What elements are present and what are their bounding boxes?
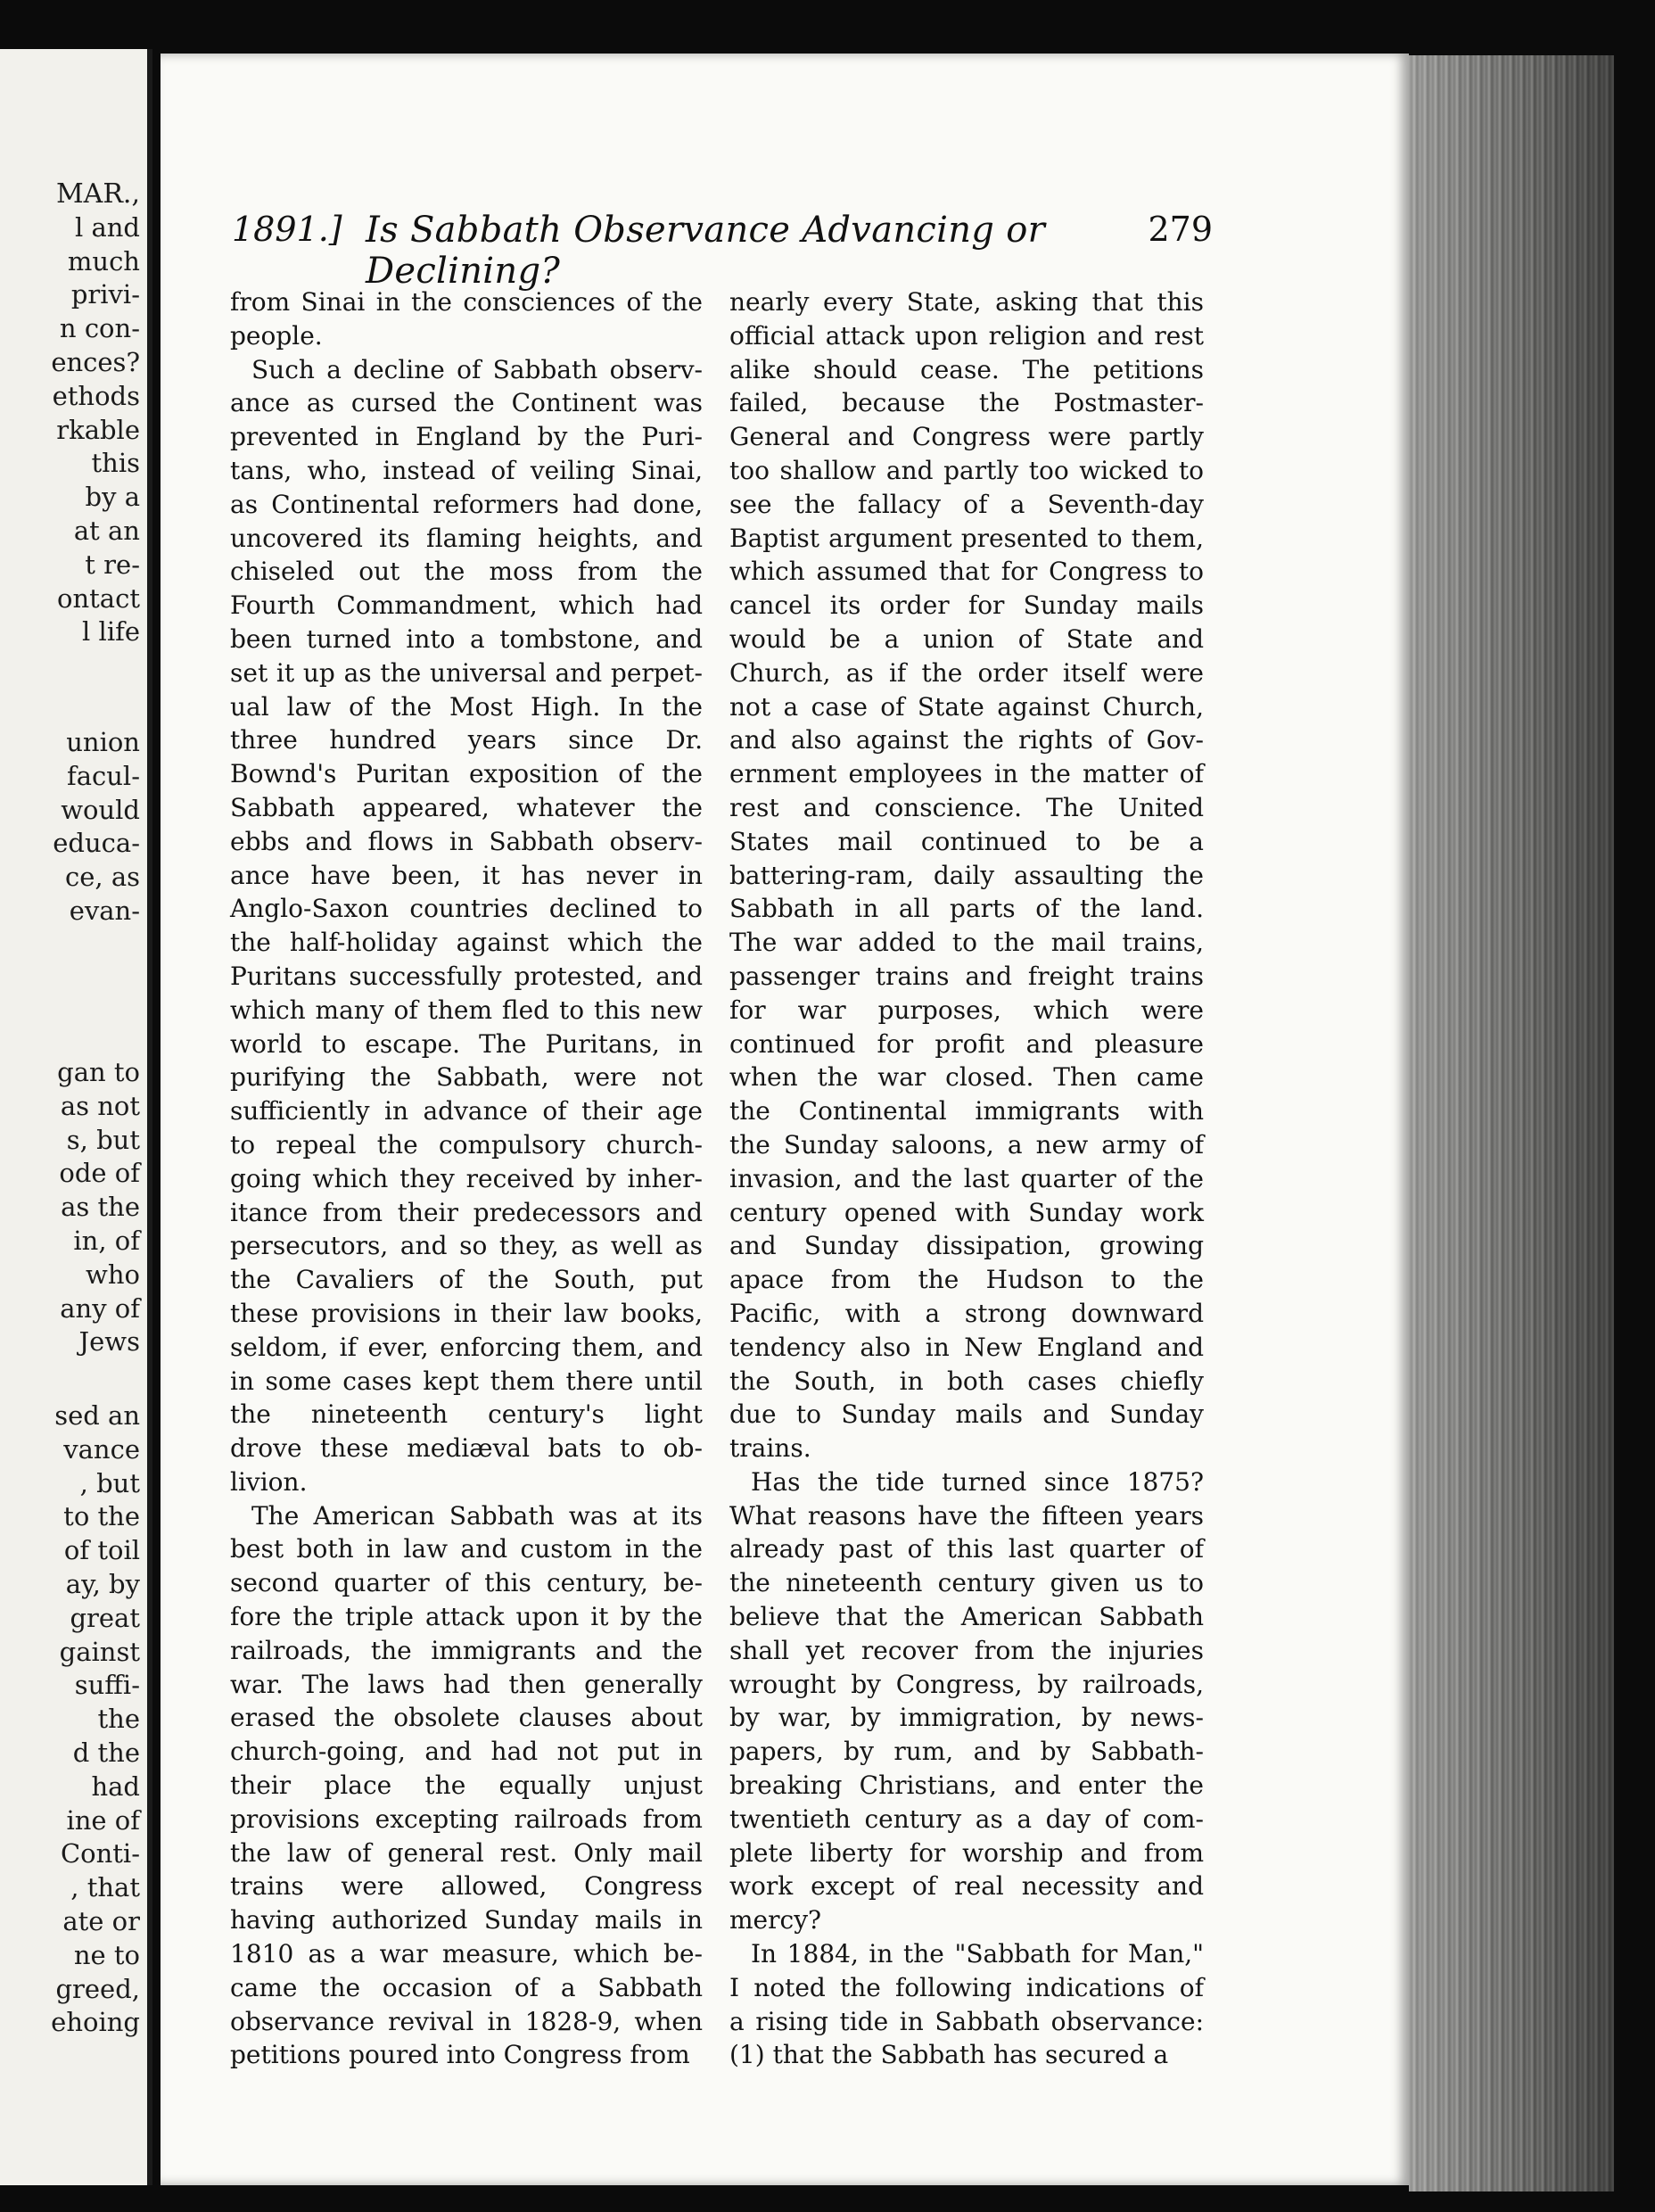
text-line: Fourth Commandment, which had xyxy=(230,590,703,621)
text-line: war. The laws had then generally xyxy=(230,1669,703,1699)
text-line: tans, who, instead of veiling Sinai, xyxy=(230,455,703,485)
text-line: mercy? xyxy=(729,1905,822,1936)
text-line: 1810 as a war measure, which be- xyxy=(230,1939,703,1969)
facing-page-text-fragment: Conti- xyxy=(60,1838,140,1869)
text-line: ernment employees in the matter of xyxy=(729,759,1204,789)
text-line: Has the tide turned since 1875? xyxy=(751,1466,1204,1497)
text-line: and Sunday dissipation, growing xyxy=(729,1231,1204,1261)
page-fore-edge xyxy=(1409,55,1614,2191)
text-line: ual law of the Most High. In the xyxy=(230,691,703,722)
text-line: cancel its order for Sunday mails xyxy=(729,590,1204,621)
text-line: purifying the Sabbath, were not xyxy=(230,1062,703,1093)
text-line: ance as cursed the Continent was xyxy=(230,388,703,418)
text-line: Such a decline of Sabbath observ- xyxy=(251,354,703,384)
facing-page-text-fragment: facul- xyxy=(66,760,140,791)
text-line: chiseled out the moss from the xyxy=(230,557,703,587)
facing-page-text-fragment: union xyxy=(66,727,140,757)
text-line: tendency also in New England and xyxy=(729,1332,1204,1362)
text-line: failed, because the Postmaster- xyxy=(729,388,1204,418)
facing-page-fragment xyxy=(0,49,152,2185)
text-line: would be a union of State and xyxy=(729,623,1204,654)
text-line: best both in law and custom in the xyxy=(230,1534,703,1564)
facing-page-text-fragment: ine of xyxy=(66,1804,140,1836)
text-line: nearly every State, asking that this xyxy=(729,287,1204,317)
text-line: sufficiently in advance of their age xyxy=(230,1096,703,1127)
text-line: invasion, and the last quarter of the xyxy=(729,1163,1204,1193)
text-line: The American Sabbath was at its xyxy=(251,1500,703,1531)
facing-page-text-fragment: s, but xyxy=(66,1124,140,1155)
text-line: I noted the following indications of xyxy=(729,1972,1204,2002)
text-line: shall yet recover from the injuries xyxy=(729,1635,1204,1665)
text-line: ance have been, it has never in xyxy=(230,860,703,890)
text-line: trains. xyxy=(729,1433,811,1464)
text-line: their place the equally unjust xyxy=(230,1770,703,1801)
text-line: What reasons have the fifteen years xyxy=(729,1500,1204,1531)
text-line: Sabbath appeared, whatever the xyxy=(230,792,703,822)
facing-page-text-fragment: educa- xyxy=(53,828,140,859)
facing-page-text-fragment: as the xyxy=(61,1192,140,1223)
text-line: fore the triple attack upon it by the xyxy=(230,1602,703,1632)
text-line: observance revival in 1828-9, when xyxy=(230,2006,703,2036)
text-line: three hundred years since Dr. xyxy=(230,725,703,755)
left-text-column xyxy=(230,285,703,2072)
facing-page-text-fragment: n con- xyxy=(59,313,140,344)
text-line: the half-holiday against which the xyxy=(230,928,703,958)
facing-page-text-fragment: great xyxy=(70,1602,140,1633)
facing-page-text-fragment: MAR., xyxy=(55,178,140,210)
facing-page-text-fragment: privi- xyxy=(70,279,140,310)
text-line: see the fallacy of a Seventh-day xyxy=(729,489,1204,519)
text-line: believe that the American Sabbath xyxy=(729,1602,1204,1632)
text-line: The war added to the mail trains, xyxy=(729,928,1204,958)
text-line: the nineteenth century's light xyxy=(230,1399,703,1430)
right-text-column xyxy=(729,285,1204,2072)
text-line: General and Congress were partly xyxy=(729,422,1204,452)
text-line: world to escape. The Puritans, in xyxy=(230,1028,703,1059)
text-line: from Sinai in the consciences of the xyxy=(230,287,703,317)
facing-page-text-fragment: ethods xyxy=(52,380,140,411)
facing-page-text-fragment: suffi- xyxy=(74,1670,140,1701)
text-line: plete liberty for worship and from xyxy=(729,1837,1204,1868)
text-line: a rising tide in Sabbath observance: xyxy=(729,2006,1204,2036)
text-line: due to Sunday mails and Sunday xyxy=(729,1399,1204,1430)
text-line: which assumed that for Congress to xyxy=(729,557,1204,587)
text-line: provisions excepting railroads from xyxy=(230,1803,703,1834)
text-line: States mail continued to be a xyxy=(729,826,1204,856)
facing-page-text-fragment: , but xyxy=(79,1467,140,1498)
text-line: the law of general rest. Only mail xyxy=(230,1837,703,1868)
text-line: livion. xyxy=(230,1466,308,1497)
text-line: and also against the rights of Gov- xyxy=(729,725,1204,755)
text-line: having authorized Sunday mails in xyxy=(230,1905,703,1936)
facing-page-text-fragment: in, of xyxy=(73,1226,140,1256)
text-line: (1) that the Sabbath has secured a xyxy=(729,2040,1169,2070)
facing-page-text-fragment: rkable xyxy=(56,414,140,445)
facing-page-text-fragment: much xyxy=(67,245,140,276)
text-line: Puritans successfully protested, and xyxy=(230,961,703,991)
facing-page-text-fragment: greed, xyxy=(55,1973,140,2004)
page-number: 279 xyxy=(1148,210,1213,249)
text-line: Sabbath in all parts of the land. xyxy=(729,894,1204,924)
text-line: breaking Christians, and enter the xyxy=(729,1770,1204,1801)
facing-page-text-fragment: of toil xyxy=(63,1535,140,1566)
facing-page-text-fragment: gainst xyxy=(59,1636,140,1667)
fore-edge-shading xyxy=(1409,55,1614,2191)
text-line: Pacific, with a strong downward xyxy=(729,1298,1204,1328)
text-line: Bownd's Puritan exposition of the xyxy=(230,759,703,789)
text-line: the nineteenth century given us to xyxy=(729,1568,1204,1598)
text-line: going which they received by inher- xyxy=(230,1163,703,1193)
facing-page-text-fragment: would xyxy=(61,794,140,825)
facing-page-text-fragment: at an xyxy=(73,516,140,546)
text-line: church-going, and had not put in xyxy=(230,1737,703,1767)
facing-page-text-fragment: ontact xyxy=(57,582,140,614)
text-line: as Continental reformers had done, xyxy=(230,489,703,519)
text-line: been turned into a tombstone, and xyxy=(230,623,703,654)
text-line: alike should cease. The petitions xyxy=(729,354,1204,384)
text-line: already past of this last quarter of xyxy=(729,1534,1204,1564)
text-line: in some cases kept them there until xyxy=(230,1366,703,1396)
facing-page-text-fragment: sed an xyxy=(54,1400,140,1431)
facing-page-text-fragment: l life xyxy=(82,616,140,648)
text-line: not a case of State against Church, xyxy=(729,691,1204,722)
text-line: the South, in both cases chiefly xyxy=(729,1366,1204,1396)
facing-page-text-fragment: ne to xyxy=(73,1939,140,1970)
text-line: prevented in England by the Puri- xyxy=(230,422,703,452)
text-line: work except of real necessity and xyxy=(729,1871,1204,1902)
facing-page-text-fragment: ce, as xyxy=(64,862,140,893)
text-line: continued for profit and pleasure xyxy=(729,1028,1204,1059)
facing-page-text-fragment: ate or xyxy=(62,1906,140,1936)
text-line: papers, by rum, and by Sabbath- xyxy=(729,1737,1204,1767)
facing-page-text-fragment: by a xyxy=(85,482,140,513)
running-header xyxy=(232,210,1213,292)
text-line: ebbs and flows in Sabbath observ- xyxy=(230,826,703,856)
text-line: official attack upon religion and rest xyxy=(729,320,1204,351)
text-line: apace from the Hudson to the xyxy=(729,1265,1204,1295)
facing-page-text-fragment: l and xyxy=(74,211,140,243)
text-line: Anglo-Saxon countries declined to xyxy=(230,894,703,924)
facing-page-text-fragment: ode of xyxy=(59,1158,140,1189)
facing-page-text-fragment: who xyxy=(86,1259,140,1290)
text-line: twentieth century as a day of com- xyxy=(729,1803,1204,1834)
text-line: these provisions in their law books, xyxy=(230,1298,703,1328)
text-line: seldom, if ever, enforcing them, and xyxy=(230,1332,703,1362)
text-line: passenger trains and freight trains xyxy=(729,961,1204,991)
facing-page-text-fragment: as not xyxy=(60,1090,140,1121)
facing-page-text-fragment: t re- xyxy=(85,549,140,580)
text-line: too shallow and partly too wicked to xyxy=(729,455,1204,485)
text-line: century opened with Sunday work xyxy=(729,1197,1204,1227)
text-line: the Sunday saloons, a new army of xyxy=(729,1129,1204,1160)
text-line: to repeal the compulsory church- xyxy=(230,1129,703,1160)
running-title: Is Sabbath Observance Advancing or Declining? xyxy=(366,210,1045,292)
text-line: people. xyxy=(230,320,323,351)
text-line: by war, by immigration, by news- xyxy=(729,1703,1204,1733)
facing-page-text-fragment: Jews xyxy=(78,1326,140,1358)
text-line: In 1884, in the "Sabbath for Man," xyxy=(751,1939,1204,1969)
text-line: battering-ram, daily assaulting the xyxy=(729,860,1204,890)
text-line: the Cavaliers of the South, put xyxy=(230,1265,703,1295)
text-line: Church, as if the order itself were xyxy=(729,657,1204,688)
text-line: second quarter of this century, be- xyxy=(230,1568,703,1598)
facing-page-text-fragment: vance xyxy=(63,1433,140,1465)
text-line: for war purposes, which were xyxy=(729,995,1204,1025)
facing-page-text-fragment: to the xyxy=(63,1501,140,1532)
text-line: railroads, the immigrants and the xyxy=(230,1635,703,1665)
text-line: set it up as the universal and perpet- xyxy=(230,657,703,688)
facing-page-text-fragment: gan to xyxy=(57,1057,140,1087)
facing-page-text-fragment: ences? xyxy=(51,347,140,377)
text-line: which many of them fled to this new xyxy=(230,995,703,1025)
facing-page-text-fragment: ehoing xyxy=(51,2007,140,2038)
facing-page-text-fragment: the xyxy=(97,1704,140,1735)
facing-page-text-fragment: , that xyxy=(70,1872,140,1903)
text-line: itance from their predecessors and xyxy=(230,1197,703,1227)
text-line: uncovered its flaming heights, and xyxy=(230,523,703,553)
text-line: erased the obsolete clauses about xyxy=(230,1703,703,1733)
facing-page-text-fragment: ay, by xyxy=(65,1569,140,1599)
text-line: wrought by Congress, by railroads, xyxy=(729,1669,1204,1699)
header-year: 1891.] xyxy=(232,210,342,249)
text-line: persecutors, and so they, as well as xyxy=(230,1231,703,1261)
text-line: rest and conscience. The United xyxy=(729,792,1204,822)
facing-page-text-fragment: any of xyxy=(60,1292,140,1324)
text-line: drove these mediæval bats to ob- xyxy=(230,1433,703,1464)
text-line: Baptist argument presented to them, xyxy=(729,523,1204,553)
text-line: came the occasion of a Sabbath xyxy=(230,1972,703,2002)
facing-page-text-fragment: had xyxy=(91,1770,140,1802)
text-line: when the war closed. Then came xyxy=(729,1062,1204,1093)
text-line: trains were allowed, Congress xyxy=(230,1871,703,1902)
text-line: the Continental immigrants with xyxy=(729,1096,1204,1127)
facing-page-text-fragment: this xyxy=(91,448,140,479)
text-line: petitions poured into Congress from xyxy=(230,2040,690,2070)
facing-page-text-fragment: d the xyxy=(72,1737,140,1768)
facing-page-text-fragment: evan- xyxy=(69,896,140,926)
